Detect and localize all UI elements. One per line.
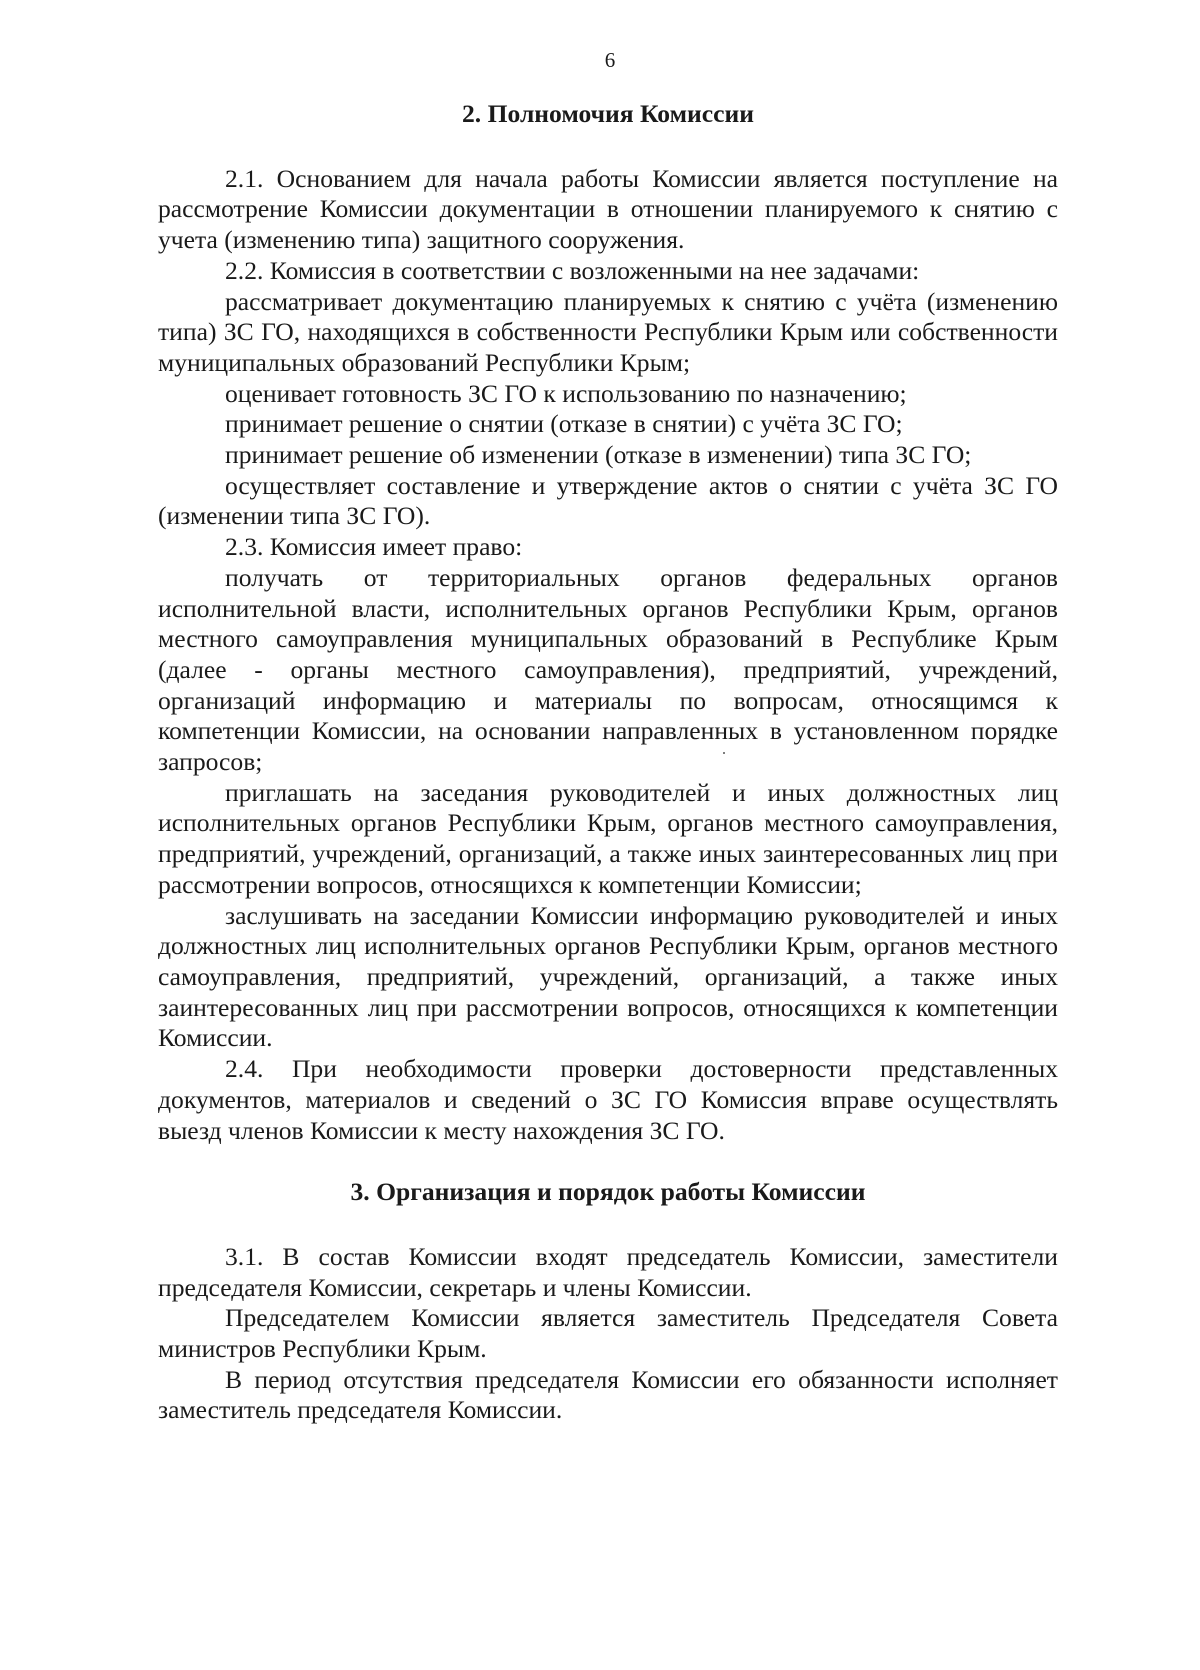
list-item-review-docs: рассматривает документацию планируемых к снятию с учёта (изменению типа) ЗС ГО, находящихся в собственности Республики Крым или собственности муниципальных образований Республики Крым; — [158, 286, 1058, 377]
paragraph-deputy: В период отсутствия председателя Комиссии его обязанности исполняет заместитель председателя Комиссии. — [158, 1364, 1058, 1425]
section-2-body — [158, 164, 1058, 1147]
section-2-title: 2. Полномочия Комиссии — [461, 99, 754, 128]
list-item-obtain-info: получать от территориальных органов федеральных органов исполнительной власти, исполнительных органов Республики Крым, органов местного самоуправления муниципальных образований в Республике Крым (далее - органы местного самоуправления), предприятий, учреждений, организаций информацию и материалы по вопросам, относящимся к компетенции Комиссии, на основании направленных в установленном порядке запросов; — [158, 562, 1058, 777]
list-item-hear: заслушивать на заседании Комиссии информацию руководителей и иных должностных лиц исполнительных органов Республики Крым, органов местного самоуправления, предприятий, учреждений, организаций, а также иных заинтересованных лиц при рассмотрении вопросов, относящихся к компетенции Комиссии. — [158, 900, 1058, 1053]
list-item-invite: приглашать на заседания руководителей и иных должностных лиц исполнительных органов Республики Крым, органов местного самоуправления, предприятий, учреждений, организаций, а также иных заинтересованных лиц при рассмотрении вопросов, относящихся к компетенции Комиссии; — [158, 777, 1058, 899]
scan-speck — [723, 752, 725, 754]
paragraph-chairman: Председателем Комиссии является заместитель Председателя Совета министров Республики Крым. — [158, 1303, 1058, 1364]
paragraph-2-4: 2.4. При необходимости проверки достоверности представленных документов, материалов и сведений о ЗС ГО Комиссия вправе осуществлять выезд членов Комиссии к месту нахождения ЗС ГО. — [158, 1054, 1058, 1145]
document-body — [158, 92, 1058, 1426]
list-item-type-change-decision: принимает решение об изменении (отказе в изменении) типа ЗС ГО; — [225, 440, 972, 470]
paragraph-2-1: 2.1. Основанием для начала работы Комиссии является поступление на рассмотрение Комиссии документации в отношении планируемого к снятию с учета (изменению типа) защитного сооружения. — [158, 163, 1058, 255]
paragraph-3-1: 3.1. В состав Комиссии входят председатель Комиссии, заместители председателя Комиссии, секретарь и члены Комиссии. — [158, 1241, 1058, 1302]
list-item-acts: осуществляет составление и утверждение актов о снятии с учёта ЗС ГО (изменении типа ЗС ГО). — [158, 470, 1058, 531]
list-item-deregister-decision: принимает решение о снятии (отказе в снятии) с учёта ЗС ГО; — [225, 409, 903, 439]
section-3-title: 3. Организация и порядок работы Комиссии — [350, 1177, 866, 1207]
paragraph-2-3: 2.3. Комиссия имеет право: — [225, 532, 523, 562]
page-number: 6 — [604, 48, 616, 72]
list-item-assess-readiness: оценивает готовность ЗС ГО к использованию по назначению; — [225, 378, 907, 408]
paragraph-2-2: 2.2. Комиссия в соответствии с возложенными на нее задачами: — [225, 255, 920, 285]
section-3-body — [158, 1242, 1058, 1426]
